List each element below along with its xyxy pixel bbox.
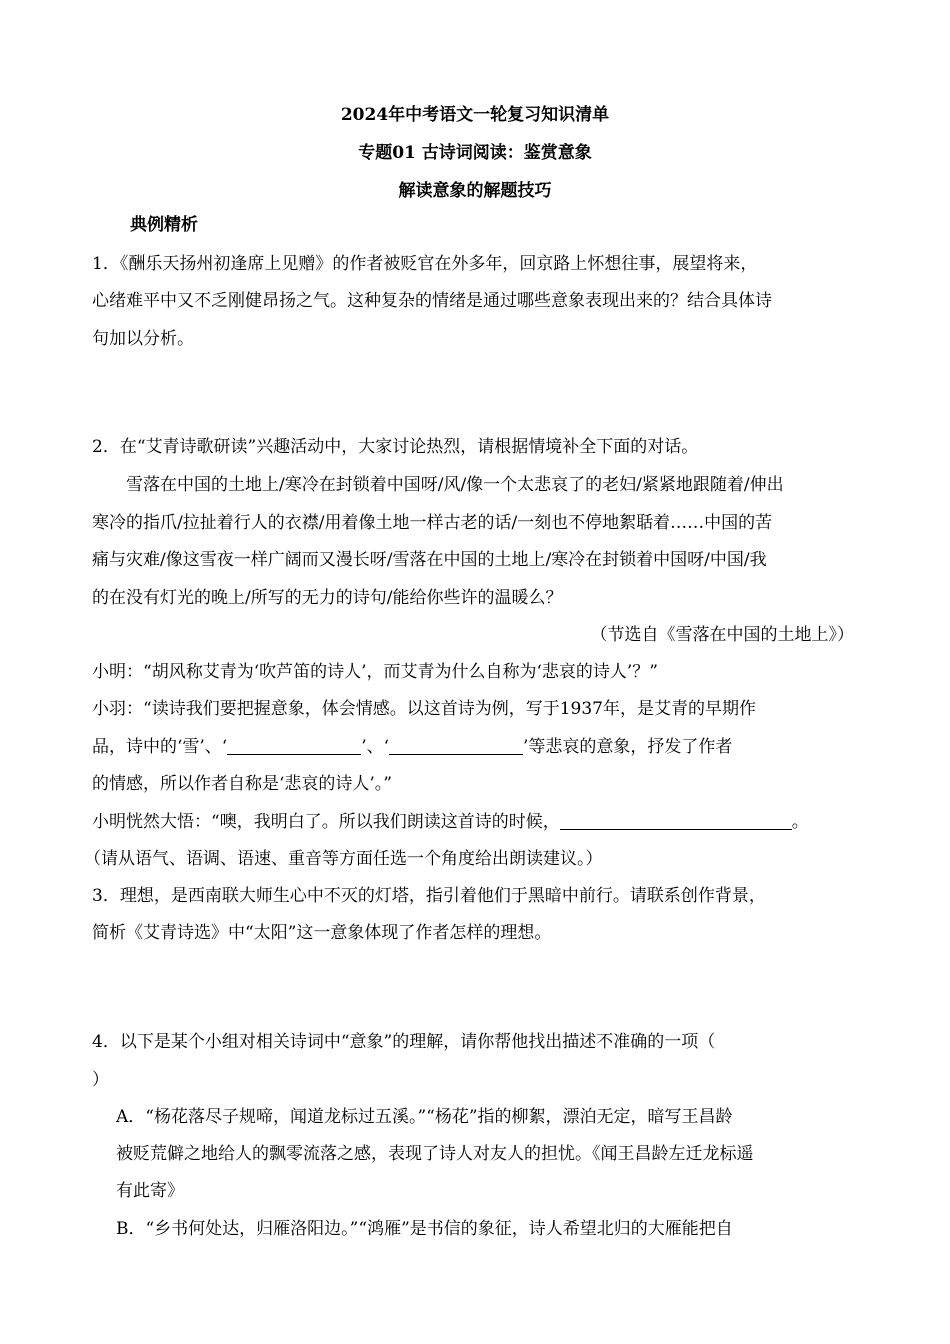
- q2-poem-line4: 的在没有灯光的晚上/所写的无力的诗句/能给你些许的温暖么？: [92, 588, 563, 608]
- q2-poem-line1: 雪落在中国的土地上/寒冷在封锁着中国呀/风/像一个太悲哀了的老妇/紧紧地跟随着/伸出: [126, 475, 784, 495]
- q2-source: （节选自《雪落在中国的土地上》）: [590, 625, 854, 645]
- q1-line3: 句加以分析。: [92, 329, 194, 349]
- q2-xiaoyu-3: 的情感，所以作者自称是‘悲哀的诗人’。”: [92, 774, 392, 794]
- q2-xiaoyu-2-part2: ’、‘: [361, 737, 390, 757]
- answer-blank-2[interactable]: [389, 736, 523, 755]
- q4-option-a-line2: 被贬荒僻之地给人的飘零流落之感，表现了诗人对友人的担忧。《闻王昌龄左迁龙标遥: [116, 1144, 754, 1164]
- q3-line1: 3．理想，是西南联大师生心中不灭的灯塔，指引着他们于黑暗中前行。请联系创作背景，: [92, 886, 766, 906]
- answer-blank-1[interactable]: [227, 736, 361, 755]
- q4-line2: ）: [92, 1070, 109, 1090]
- answer-blank-3[interactable]: [560, 811, 792, 830]
- document-title: 2024年中考语文一轮复习知识清单: [340, 105, 610, 125]
- q4-option-a-line3: 有此寄》: [116, 1181, 184, 1201]
- q2-xiaoming-2-text: 小明恍然大悟：“噢，我明白了。所以我们朗读这首诗的时候，: [92, 812, 560, 832]
- q2-xiaoming-2: [92, 810, 809, 834]
- q2-xiaoyu-2-part1: 品，诗中的‘雪’、‘: [92, 737, 228, 757]
- q2-xiaoming-2-end: 。: [791, 812, 809, 832]
- q4-option-b-line1: B．“乡书何处达，归雁洛阳边。”“鸿雁”是书信的象征，诗人希望北归的大雁能把自: [116, 1219, 733, 1239]
- q2-xiaoyu-2-part3: ’等悲哀的意象，抒发了作者: [523, 737, 733, 757]
- subtopic-title: 解读意象的解题技巧: [398, 181, 552, 201]
- q4-line1: 4．以下是某个小组对相关诗词中“意象”的理解，请你帮他找出描述不准确的一项（: [92, 1032, 716, 1052]
- q1-line1: 1．《酬乐天扬州初逢席上见赠》的作者被贬官在外多年，回京路上怀想往事，展望将来，: [92, 254, 758, 274]
- q4-option-a-line1: A．“杨花落尽子规啼，闻道龙标过五溪。”“杨花”指的柳絮，漂泊无定，暗写王昌龄: [116, 1107, 733, 1127]
- q2-hint: （请从语气、语调、语速、重音等方面任选一个角度给出朗读建议。）: [84, 849, 603, 869]
- topic-title: 专题01 古诗词阅读：鉴赏意象: [358, 143, 592, 163]
- q1-line2: 心绪难平中又不乏刚健昂扬之气。这种复杂的情绪是通过哪些意象表现出来的？结合具体诗: [92, 291, 772, 311]
- q2-xiaoyu-1: 小羽：“读诗我们要把握意象，体会情感。以这首诗为例，写于1937年，是艾青的早期作: [92, 699, 756, 719]
- q2-poem-line2: 寒冷的指爪/拉扯着行人的衣襟/用着像土地一样古老的话/一刻也不停地絮聒着……中国的苦: [92, 513, 773, 533]
- q2-line1: 2．在“艾青诗歌研读”兴趣活动中，大家讨论热烈，请根据情境补全下面的对话。: [92, 437, 699, 457]
- q2-poem-line3: 痛与灾难/像这雪夜一样广阔而又漫长呀/雪落在中国的土地上/寒冷在封锁着中国呀/中国/我: [92, 550, 767, 570]
- q3-line2: 简析《艾青诗选》中“太阳”这一意象体现了作者怎样的理想。: [92, 923, 552, 943]
- section-heading: 典例精析: [130, 215, 198, 235]
- q2-xiaoming-1: 小明：“胡风称艾青为‘吹芦笛的诗人’，而艾青为什么自称为‘悲哀的诗人’？”: [92, 662, 658, 682]
- q2-xiaoyu-2: [92, 735, 732, 759]
